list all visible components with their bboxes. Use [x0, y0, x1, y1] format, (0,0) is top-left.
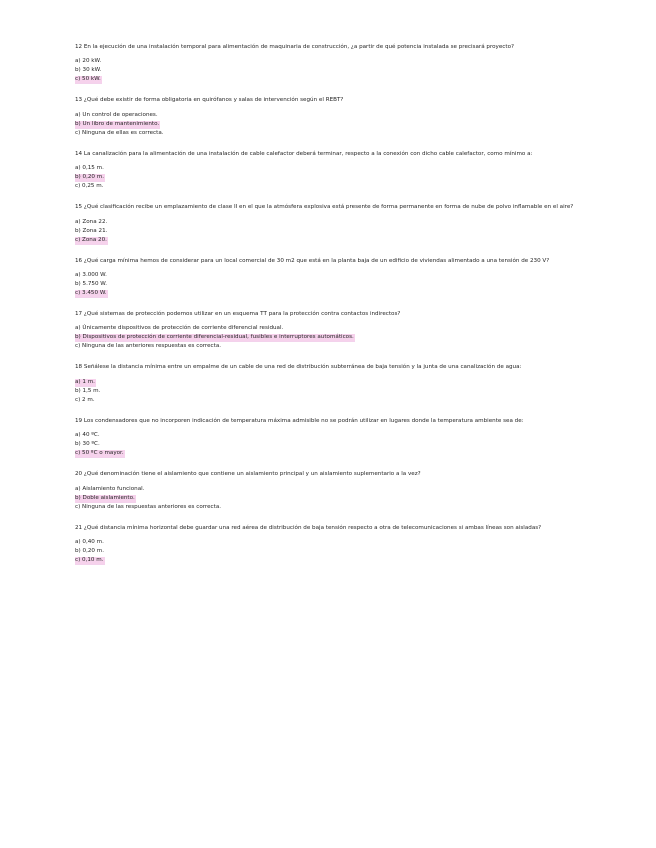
question-text: 17 ¿Qué sistemas de protección podemos utilizar en un esquema TT para la protección contra contactos indirectos? [75, 311, 401, 318]
answer-option-text: b) 30 ºC. [75, 441, 100, 448]
question-spacer [75, 191, 595, 203]
answer-option-text: a) Zona 22. [75, 218, 108, 225]
answer-option [75, 66, 595, 75]
answer-option-text: a) Aislamiento funcional. [75, 485, 145, 492]
question-text: 20 ¿Qué denominación tiene el aislamiento que contiene un aislamiento principal y un aislamiento suplementario a la vez? [75, 471, 421, 478]
question-block [75, 257, 595, 310]
answer-option [75, 271, 595, 280]
answer-option-text: a) Únicamente dispositivos de protección de corriente diferencial residual. [75, 325, 284, 332]
answer-option [75, 431, 595, 440]
answer-option [75, 538, 595, 547]
answer-option-highlighted [75, 378, 595, 387]
question-text: 18 Señálese la distancia mínima entre un empalme de un cable de una red de distribución subterránea de baja tensión y la junta de una canalización de agua: [75, 364, 522, 371]
answer-option [75, 182, 595, 191]
answer-option-text: c) 3.450 W. [75, 290, 107, 297]
answer-option-highlighted [75, 494, 595, 503]
answer-option [75, 440, 595, 449]
answer-option-text: b) Doble aislamiento. [75, 494, 135, 501]
answer-option-text: b) 0,20 m. [75, 174, 104, 181]
answer-option-highlighted [75, 120, 595, 129]
question-block [75, 363, 595, 416]
answer-option-text: a) Un control de operaciones. [75, 111, 158, 118]
answer-option [75, 324, 595, 333]
answer-option-highlighted [75, 236, 595, 245]
answer-option-text: a) 0,15 m. [75, 165, 104, 172]
question-spacer [75, 138, 595, 150]
answer-option-text: a) 0,40 m. [75, 539, 104, 546]
answer-option [75, 57, 595, 66]
answer-option-highlighted [75, 556, 595, 565]
question-spacer [75, 84, 595, 96]
answer-option-text: c) 50 kW. [75, 76, 101, 83]
answer-option-text: c) Ninguna de las respuestas anteriores es correcta. [75, 503, 222, 510]
answer-option-highlighted [75, 173, 595, 182]
answer-option-text: c) 0,10 m. [75, 557, 104, 564]
question-spacer [75, 351, 595, 363]
answer-option-text: c) Ninguna de las anteriores respuestas es correcta. [75, 343, 222, 350]
answer-option [75, 280, 595, 289]
answer-option [75, 503, 595, 512]
question-block [75, 203, 595, 256]
question-text: 15 ¿Qué clasificación recibe un emplazamiento de clase II en el que la atmósfera explosiva está presente de forma permanente en forma de nube de polvo inflamable en el aire? [75, 204, 574, 211]
question-list [75, 43, 595, 565]
answer-option [75, 387, 595, 396]
question-block [75, 470, 595, 523]
question-block [75, 43, 595, 96]
answer-option-highlighted [75, 289, 595, 298]
answer-option [75, 547, 595, 556]
answer-option-text: b) 1,5 m. [75, 387, 101, 394]
answer-option [75, 164, 595, 173]
answer-option [75, 227, 595, 236]
answer-option [75, 129, 595, 138]
answer-option-highlighted [75, 75, 595, 84]
question-text: 14 La canalización para la alimentación de una instalación de cable calefactor deberá terminar, respecto a la conexión con dicho cable calefactor, como mínimo a: [75, 150, 533, 157]
answer-option-text: c) Zona 20. [75, 236, 107, 243]
question-spacer [75, 298, 595, 310]
question-text: 21 ¿Qué distancia mínima horizontal debe guardar una red aérea de distribución de baja tensión respecto a otra de telecomunicaciones si ambas líneas son aisladas? [75, 524, 542, 531]
answer-option-text: b) Zona 21. [75, 227, 108, 234]
answer-option-text: c) 0,25 m. [75, 183, 104, 190]
answer-option-text: a) 40 ºC. [75, 432, 100, 439]
answer-option [75, 396, 595, 405]
question-block [75, 96, 595, 149]
question-block [75, 150, 595, 203]
answer-option-text: b) Un libro de mantenimiento. [75, 120, 160, 127]
question-spacer [75, 405, 595, 417]
question-block [75, 310, 595, 363]
answer-option-text: b) 5.750 W. [75, 281, 107, 288]
answer-option-highlighted [75, 449, 595, 458]
answer-option [75, 485, 595, 494]
question-text: 13 ¿Qué debe existir de forma obligatoria en quirófanos y salas de intervención según el REBT? [75, 97, 344, 104]
question-text: 16 ¿Qué carga mínima hemos de considerar para un local comercial de 30 m2 que está en la planta baja de un edificio de viviendas alimentado a una tensión de 230 V? [75, 257, 550, 264]
answer-option-text: a) 3.000 W. [75, 272, 107, 279]
question-block [75, 524, 595, 565]
answer-option-text: a) 1 m. [75, 378, 95, 385]
question-text: 12 En la ejecución de una instalación temporal para alimentación de maquinaria de construcción, ¿a partir de qué potencia instalada se precisará proyecto? [75, 44, 514, 50]
answer-option-text: c) 50 ºC o mayor. [75, 450, 124, 457]
answer-option-text: b) 30 kW. [75, 67, 102, 74]
question-spacer [75, 512, 595, 524]
answer-option-text: b) 0,20 m. [75, 548, 104, 555]
answer-option [75, 111, 595, 120]
answer-option-text: b) Dispositivos de protección de corriente diferencial-residual, fusibles e interruptores automáticos. [75, 334, 354, 341]
question-spacer [75, 458, 595, 470]
question-block [75, 417, 595, 470]
answer-option-text: c) Ninguna de ellas es correcta. [75, 129, 164, 136]
answer-option-text: a) 20 kW. [75, 58, 102, 65]
question-spacer [75, 245, 595, 257]
answer-option [75, 218, 595, 227]
answer-option-highlighted [75, 333, 595, 342]
answer-option-text: c) 2 m. [75, 396, 95, 403]
question-text: 19 Los condensadores que no incorporen indicación de temperatura máxima admisible no se podrán utilizar en lugares donde la temperatura ambiente sea de: [75, 417, 524, 424]
answer-option [75, 342, 595, 351]
